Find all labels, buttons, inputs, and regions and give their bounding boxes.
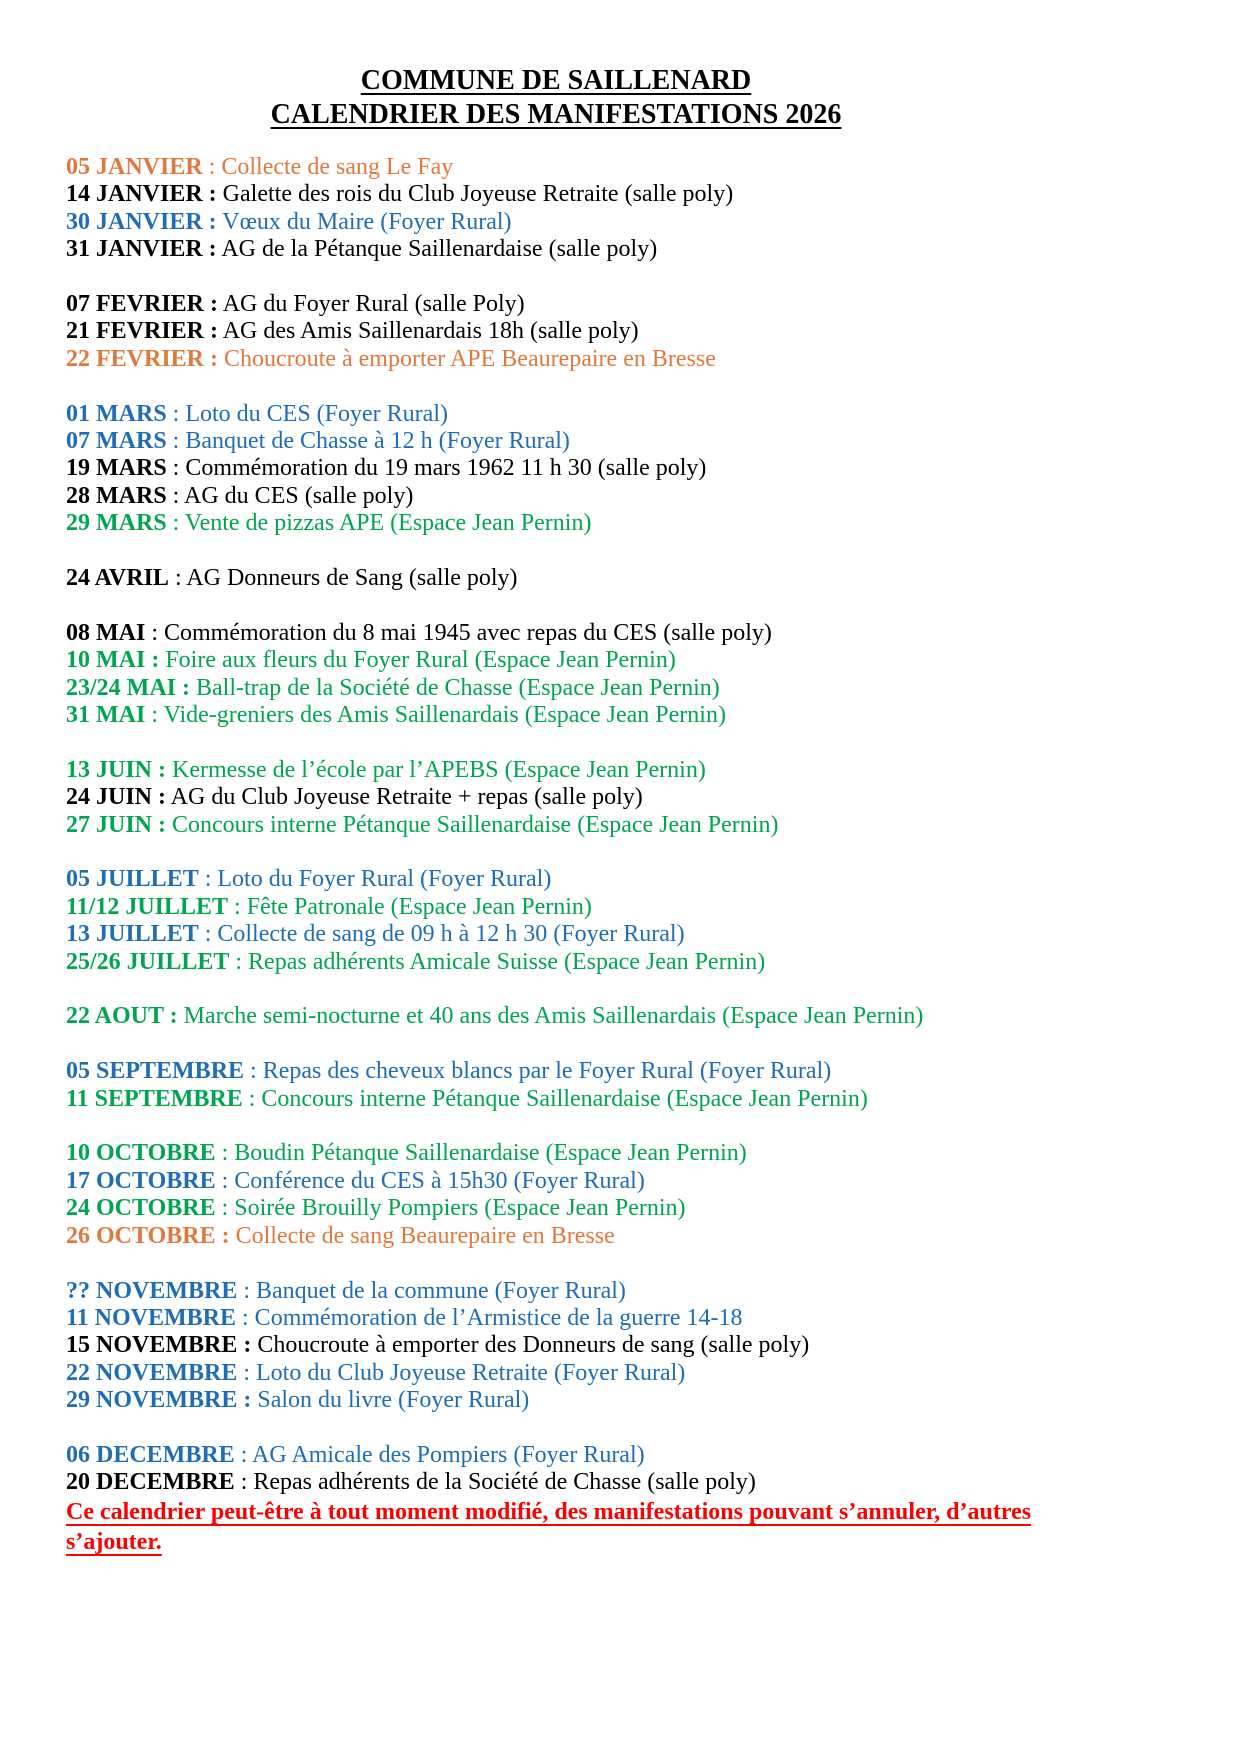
event-text: : Loto du Club Joyeuse Retraite (Foyer Rural) <box>237 1359 686 1386</box>
event-date: 28 MARS <box>66 482 167 509</box>
event-date: 20 DECEMBRE <box>66 1469 235 1496</box>
event-date: 22 AOUT : <box>66 1003 178 1030</box>
event-text: Concours interne Pétanque Saillenardaise (Espace Jean Pernin) <box>166 811 779 838</box>
event-text: Kermesse de l’école par l’APEBS (Espace Jean Pernin) <box>166 756 706 783</box>
event-date: 24 AVRIL <box>66 565 169 592</box>
event-text: : Concours interne Pétanque Saillenardaise (Espace Jean Pernin) <box>242 1085 868 1112</box>
event-date: 13 JUILLET <box>66 921 199 948</box>
event-line <box>66 1332 1171 1359</box>
month-group-mai <box>66 620 1171 730</box>
event-line <box>66 675 1171 702</box>
event-text: : Loto du Foyer Rural (Foyer Rural) <box>198 866 552 893</box>
event-date: 07 MARS <box>66 428 167 455</box>
event-date: 01 MARS <box>66 400 167 427</box>
month-group-novembre <box>66 1278 1171 1415</box>
event-text: : Boudin Pétanque Saillenardaise (Espace Jean Pernin) <box>215 1140 747 1167</box>
event-line <box>66 318 1171 345</box>
event-line <box>66 1086 1171 1113</box>
month-group-octobre <box>66 1140 1171 1250</box>
event-text: : Fête Patronale (Espace Jean Pernin) <box>228 893 592 920</box>
event-date: 29 MARS <box>66 510 167 537</box>
event-line <box>66 1305 1171 1332</box>
event-text: : Commémoration de l’Armistice de la guerre 14-18 <box>236 1304 743 1331</box>
event-line <box>66 1442 1171 1469</box>
event-line <box>66 647 1171 674</box>
event-text: : AG Amicale des Pompiers (Foyer Rural) <box>234 1441 645 1468</box>
event-date: 15 NOVEMBRE : <box>66 1332 252 1359</box>
event-text: : Loto du CES (Foyer Rural) <box>166 400 448 427</box>
event-text: : AG du CES (salle poly) <box>166 482 414 509</box>
event-line <box>66 812 1171 839</box>
event-text: : Repas adhérents Amicale Suisse (Espace Jean Pernin) <box>229 948 766 975</box>
event-line <box>66 428 1171 455</box>
event-text: Collecte de sang Beaurepaire en Bresse <box>229 1222 615 1249</box>
event-line <box>66 949 1171 976</box>
footer-note <box>66 1497 1171 1557</box>
event-date: 24 OCTOBRE <box>66 1195 216 1222</box>
event-date: 10 OCTOBRE <box>66 1140 216 1167</box>
event-line <box>66 757 1171 784</box>
month-group-janvier <box>66 154 1171 264</box>
event-line <box>66 1278 1171 1305</box>
event-line <box>66 1003 1171 1030</box>
event-line <box>66 291 1171 318</box>
event-text: : Commémoration du 19 mars 1962 11 h 30 (salle poly) <box>166 455 707 482</box>
event-text: : Banquet de la commune (Foyer Rural) <box>237 1277 626 1304</box>
event-text: Foire aux fleurs du Foyer Rural (Espace Jean Pernin) <box>159 647 676 674</box>
event-date: 05 SEPTEMBRE <box>66 1058 245 1085</box>
event-date: 21 FEVRIER : <box>66 318 219 345</box>
event-date: 07 FEVRIER : <box>66 291 219 318</box>
event-text: AG du Foyer Rural (salle Poly) <box>218 291 525 318</box>
footer-line-2: s’ajouter. <box>66 1528 162 1555</box>
event-date: 26 OCTOBRE : <box>66 1222 230 1249</box>
event-line <box>66 1168 1171 1195</box>
event-date: 22 NOVEMBRE <box>66 1359 238 1386</box>
event-text: : Banquet de Chasse à 12 h (Foyer Rural) <box>166 428 570 455</box>
event-text: Marche semi-nocturne et 40 ans des Amis Saillenardais (Espace Jean Pernin) <box>177 1003 924 1030</box>
event-text: Salon du livre (Foyer Rural) <box>251 1387 530 1414</box>
event-text: : Commémoration du 8 mai 1945 avec repas du CES (salle poly) <box>145 619 772 646</box>
event-date: 25/26 JUILLET <box>66 948 230 975</box>
events-list <box>66 154 1171 1497</box>
event-line <box>66 1058 1171 1085</box>
event-line <box>66 209 1171 236</box>
event-date: ?? NOVEMBRE <box>66 1277 238 1304</box>
event-line <box>66 866 1171 893</box>
event-line <box>66 483 1171 510</box>
event-line <box>66 1360 1171 1387</box>
event-line <box>66 921 1171 948</box>
month-group-aout <box>66 1003 1171 1030</box>
title-line-2: CALENDRIER DES MANIFESTATIONS 2026 <box>270 99 842 130</box>
event-date: 27 JUIN : <box>66 811 166 838</box>
event-date: 22 FEVRIER : <box>66 345 219 372</box>
event-text: : Vente de pizzas APE (Espace Jean Pernin) <box>166 510 592 537</box>
event-text: AG de la Pétanque Saillenardaise (salle poly) <box>216 236 658 263</box>
event-date: 08 MAI <box>66 619 146 646</box>
event-date: 31 JANVIER : <box>66 236 217 263</box>
event-date: 30 JANVIER : <box>66 208 217 235</box>
month-group-avril <box>66 565 1171 592</box>
month-group-juillet <box>66 866 1171 976</box>
event-date: 13 JUIN : <box>66 756 166 783</box>
month-group-juin <box>66 757 1171 839</box>
event-text: : AG Donneurs de Sang (salle poly) <box>168 565 518 592</box>
event-line <box>66 236 1171 263</box>
event-date: 23/24 MAI : <box>66 674 190 701</box>
event-line <box>66 510 1171 537</box>
event-line <box>66 565 1171 592</box>
event-text: : Soirée Brouilly Pompiers (Espace Jean Pernin) <box>215 1195 686 1222</box>
event-date: 17 OCTOBRE <box>66 1167 216 1194</box>
month-group-fevrier <box>66 291 1171 373</box>
event-date: 11/12 JUILLET <box>66 893 229 920</box>
event-date: 06 DECEMBRE <box>66 1441 235 1468</box>
event-line <box>66 1223 1171 1250</box>
event-line <box>66 620 1171 647</box>
event-text: : Repas adhérents de la Société de Chasse (salle poly) <box>234 1469 756 1496</box>
event-date: 10 MAI : <box>66 647 160 674</box>
event-text: Vœux du Maire (Foyer Rural) <box>216 208 512 235</box>
month-group-decembre <box>66 1442 1171 1497</box>
event-date: 24 JUIN : <box>66 784 166 811</box>
event-line <box>66 1140 1171 1167</box>
event-date: 11 NOVEMBRE <box>66 1304 237 1331</box>
event-date: 31 MAI <box>66 702 146 729</box>
event-text: Ball-trap de la Société de Chasse (Espace Jean Pernin) <box>189 674 720 701</box>
event-text: Galette des rois du Club Joyeuse Retraite (salle poly) <box>216 181 734 208</box>
event-line <box>66 702 1171 729</box>
event-date: 29 NOVEMBRE : <box>66 1387 252 1414</box>
event-line <box>66 784 1171 811</box>
event-text: AG des Amis Saillenardais 18h (salle poly) <box>218 318 639 345</box>
footer-line-1: Ce calendrier peut-être à tout moment modifié, des manifestations pouvant s’annuler, d’autres <box>66 1498 1032 1525</box>
event-date: 05 JANVIER <box>66 154 203 180</box>
month-group-mars <box>66 401 1171 538</box>
event-text: : Collecte de sang Le Fay <box>202 154 454 180</box>
event-line <box>66 346 1171 373</box>
event-line <box>66 401 1171 428</box>
event-text: Choucroute à emporter APE Beaurepaire en Bresse <box>218 345 716 372</box>
event-text: : Conférence du CES à 15h30 (Foyer Rural) <box>215 1167 645 1194</box>
event-date: 11 SEPTEMBRE <box>66 1085 243 1112</box>
document-title <box>66 64 1046 132</box>
event-text: : Vide-greniers des Amis Saillenardais (Espace Jean Pernin) <box>145 702 726 729</box>
event-date: 19 MARS <box>66 455 167 482</box>
event-text: : Collecte de sang de 09 h à 12 h 30 (Foyer Rural) <box>198 921 685 948</box>
event-text: Choucroute à emporter des Donneurs de sang (salle poly) <box>251 1332 810 1359</box>
event-line <box>66 1195 1171 1222</box>
event-line <box>66 894 1171 921</box>
event-line <box>66 1387 1171 1414</box>
month-group-septembre <box>66 1058 1171 1113</box>
event-date: 05 JUILLET <box>66 866 199 893</box>
title-line-1: COMMUNE DE SAILLENARD <box>360 65 752 96</box>
event-line <box>66 1469 1171 1496</box>
event-line <box>66 455 1171 482</box>
event-text: AG du Club Joyeuse Retraite + repas (salle poly) <box>166 784 643 811</box>
event-date: 14 JANVIER : <box>66 181 217 208</box>
event-text: : Repas des cheveux blancs par le Foyer Rural (Foyer Rural) <box>244 1058 832 1085</box>
event-line <box>66 181 1171 208</box>
event-line <box>66 154 1171 181</box>
